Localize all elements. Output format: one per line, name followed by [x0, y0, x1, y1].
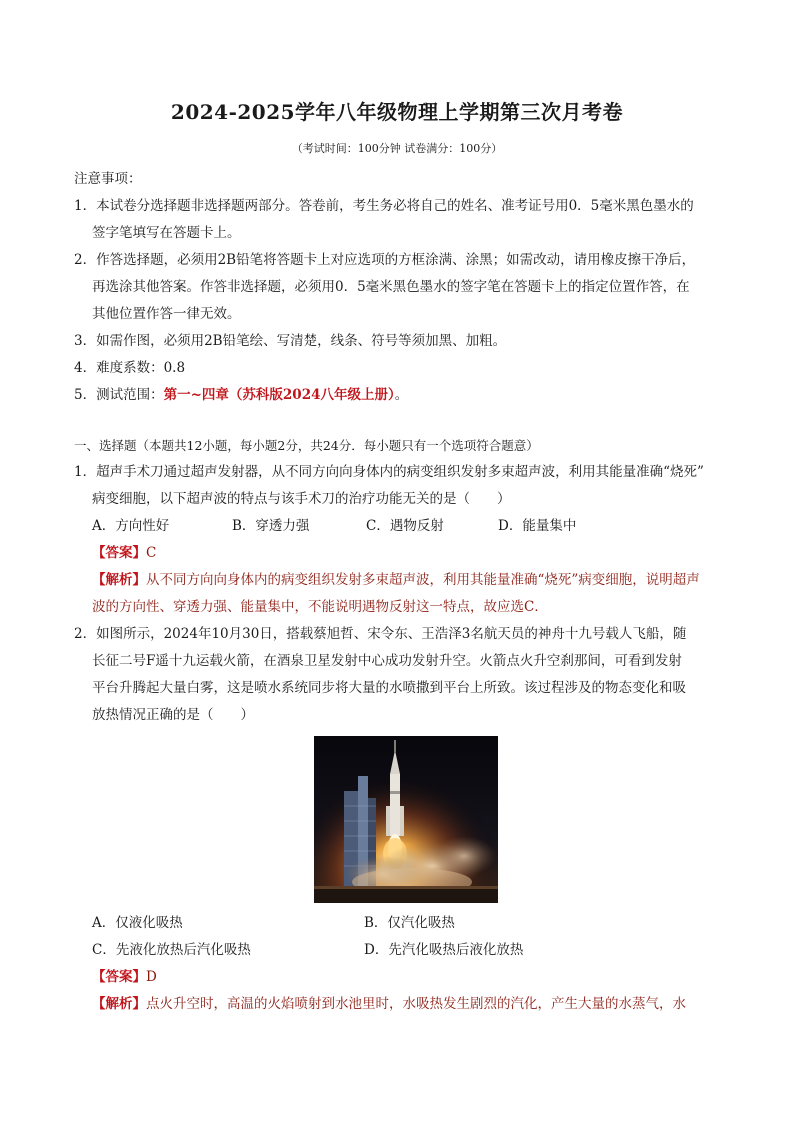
q1-option-b: B．穿透力强 — [232, 518, 310, 534]
q2-option-d: D．先汽化吸热后液化放热 — [364, 942, 524, 958]
note-2-line-1: 2．作答选择题，必须用2B铅笔将答题卡上对应选项的方框涂满、涂黑；如需改动，请用橡皮擦干净后， — [74, 252, 696, 268]
page-subtitle: （考试时间：100分钟 试卷满分：100分） — [291, 142, 503, 155]
note-2-line-3: 其他位置作答一律无效。 — [92, 306, 241, 322]
notes-heading: 注意事项： — [74, 171, 142, 187]
note-5-range: 第一~四章（苏科版2024八年级上册） — [163, 387, 395, 403]
rocket-launch-illustration — [314, 736, 498, 903]
q2-options-block — [74, 910, 726, 1018]
q2-option-b: B．仅汽化吸热 — [364, 915, 455, 931]
q1-answer-value: C — [146, 545, 157, 561]
q1-line-1: 1．超声手术刀通过超声发射器，从不同方向向身体内的病变组织发射多束超声波，利用其能量准确“烧死” — [74, 464, 704, 480]
notes-block — [74, 166, 726, 409]
note-5-prefix: 5．测试范围： — [74, 387, 164, 403]
q2-answer-tag: 【答案】 — [92, 969, 146, 985]
q2-analysis-text-1: 点火升空时，高温的火焰喷射到水池里时，水吸热发生剧烈的汽化，产生大量的水蒸气，水 — [146, 996, 686, 1012]
note-5-suffix: 。 — [394, 387, 409, 403]
q2-option-a: A．仅液化吸热 — [92, 915, 183, 931]
q1-options — [74, 513, 726, 540]
q2-line-1: 2．如图所示，2024年10月30日，搭载蔡旭哲、宋令东、王浩泽3名航天员的神舟十九号载人飞船，随 — [74, 626, 687, 642]
q1-answer — [74, 540, 726, 567]
note-1-line-1: 1．本试卷分选择题非选择题两部分。答卷前，考生务必将自己的姓名、准考证号用0．5毫米黑色墨水的 — [74, 198, 694, 214]
q2-line-2: 长征二号F遥十九运载火箭，在酒泉卫星发射中心成功发射升空。火箭点火升空刹那间，可看到发射 — [92, 653, 682, 669]
q2-answer — [74, 964, 726, 991]
note-2-line-2: 再选涂其他答案。作答非选择题，必须用0．5毫米黑色墨水的签字笔在答题卡上的指定位置作答，在 — [92, 279, 690, 295]
q1-analysis-tag: 【解析】 — [92, 572, 146, 588]
page-title: 2024-2025学年八年级物理上学期第三次月考卷 — [170, 100, 624, 124]
q2-answer-value: D — [146, 969, 157, 985]
note-5 — [74, 382, 726, 409]
note-1-line-2: 签字笔填写在答题卡上。 — [92, 225, 241, 241]
q1-analysis-text-1: 从不同方向向身体内的病变组织发射多束超声波，利用其能量准确“烧死”病变细胞，说明超声 — [146, 572, 700, 588]
q2-analysis-line-1 — [74, 991, 726, 1018]
q2-line-3: 平台升腾起大量白雾，这是喷水系统同步将大量的水喷撒到平台上所致。该过程涉及的物态变化和吸 — [92, 680, 686, 696]
rocket-launch-photo — [314, 736, 498, 903]
q1-option-a: A．方向性好 — [92, 518, 170, 534]
section-1 — [74, 432, 726, 729]
q1-option-c: C．遇物反射 — [366, 518, 444, 534]
section-1-heading: 一、选择题（本题共12小题，每小题2分，共24分．每小题只有一个选项符合题意） — [74, 438, 539, 453]
note-4: 4．难度系数：0.8 — [74, 360, 186, 376]
q1-line-2: 病变细胞，以下超声波的特点与该手术刀的治疗功能无关的是（ ） — [92, 491, 511, 507]
q1-option-d: D．能量集中 — [498, 518, 577, 534]
note-3: 3．如需作图，必须用2B铅笔绘、写清楚，线条、符号等须加黑、加粗。 — [74, 333, 507, 349]
q2-line-4: 放热情况正确的是（ ） — [92, 707, 254, 723]
q2-analysis-tag: 【解析】 — [92, 996, 146, 1012]
q2-options-row-1 — [74, 910, 726, 937]
q1-analysis-line-1 — [74, 567, 726, 594]
q2-options-row-2 — [74, 937, 726, 964]
q1-analysis-line-2: 波的方向性、穿透力强、能量集中，不能说明遇物反射这一特点，故应选C． — [92, 599, 548, 615]
q1-answer-tag: 【答案】 — [92, 545, 146, 561]
q2-option-c: C．先液化放热后汽化吸热 — [92, 942, 251, 958]
